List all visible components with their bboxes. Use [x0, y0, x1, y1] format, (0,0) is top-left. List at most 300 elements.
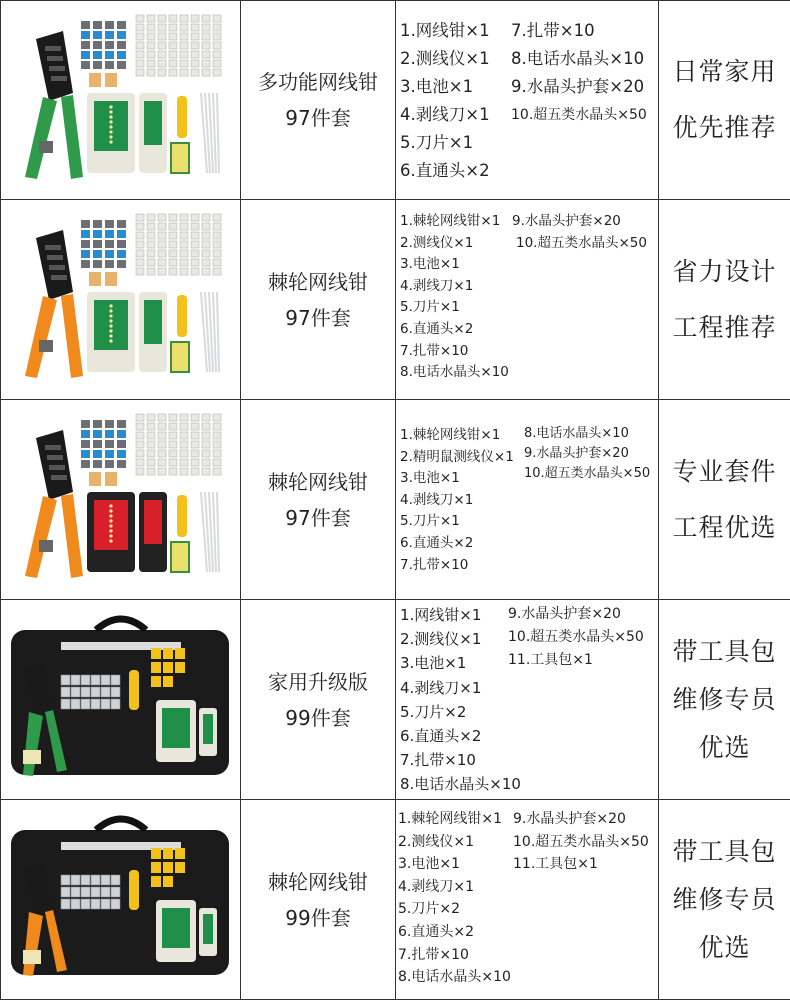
crimper-handle-icon — [25, 496, 57, 578]
rj45-connector-icon — [158, 259, 166, 266]
connector-boot-icon — [93, 41, 102, 49]
rj45-connector-icon — [213, 223, 221, 230]
battery-icon — [171, 143, 189, 173]
rj45-connector-icon — [61, 675, 70, 685]
rj45-connector-icon — [169, 432, 177, 439]
rj45-connector-icon — [180, 223, 188, 230]
rj45-connector-icon — [111, 687, 120, 697]
connector-boot-icon — [117, 220, 126, 228]
rj45-connector-icon — [191, 468, 199, 475]
connector-boot-icon — [93, 460, 102, 468]
rj45-connector-icon — [71, 899, 80, 909]
rj45-connector-icon — [91, 699, 100, 709]
crimper-die-icon — [51, 76, 67, 81]
list-item: 10.超五类水晶头×50 — [508, 629, 644, 645]
rj45-connector-icon — [169, 24, 177, 31]
product-name-line: 家用升级版 — [268, 669, 368, 694]
crimper-die-icon — [45, 445, 61, 450]
rj45-connector-icon — [147, 69, 155, 76]
tag-line: 优选 — [698, 732, 751, 762]
connector-boot-icon — [117, 420, 126, 428]
rj45-connector-icon — [158, 423, 166, 430]
connector-boot-icon — [105, 250, 114, 258]
rj45-connector-icon — [213, 241, 221, 248]
spare-blade-icon — [39, 540, 53, 552]
rj45-connector-icon — [81, 675, 90, 685]
led-indicator-icon — [109, 110, 112, 113]
rj45-connector-icon — [147, 24, 155, 31]
list-item: 3.电池×1 — [400, 256, 460, 273]
rj45-connector-icon — [191, 223, 199, 230]
connector-boot-icon — [93, 230, 102, 238]
tester-panel-icon — [162, 708, 190, 748]
rj45-connector-icon — [147, 450, 155, 457]
list-item: 10.超五类水晶头×50 — [513, 833, 649, 850]
rj45-connector-icon — [61, 887, 70, 897]
rj45-connector-icon — [180, 423, 188, 430]
crimper-handle-icon — [61, 294, 83, 378]
wire-stripper-icon — [129, 670, 139, 710]
list-item: 1.网线钳×1 — [400, 21, 490, 40]
connector-boot-icon — [81, 420, 90, 428]
tag-line: 优选 — [698, 932, 751, 962]
list-item: 3.电池×1 — [400, 77, 474, 96]
rj45-connector-icon — [191, 15, 199, 22]
rj45-connector-icon — [180, 214, 188, 221]
rj45-connector-icon — [136, 24, 144, 31]
crimper-die-icon — [45, 46, 61, 51]
list-item: 5.刀片×1 — [400, 299, 460, 316]
connector-boot-icon — [151, 876, 161, 887]
list-item: 8.电话水晶头×10 — [524, 426, 629, 441]
rj45-connector-icon — [213, 42, 221, 49]
coupler-icon — [89, 73, 101, 87]
connector-boot-icon — [81, 450, 90, 458]
connector-boot-icon — [117, 61, 126, 69]
coupler-icon — [105, 73, 117, 87]
rj45-connector-icon — [147, 423, 155, 430]
rj45-connector-icon — [147, 432, 155, 439]
table-row[interactable] — [1, 800, 790, 1000]
rj45-connector-icon — [101, 899, 110, 909]
rj45-connector-icon — [71, 687, 80, 697]
connector-boot-icon — [93, 440, 102, 448]
rj45-connector-icon — [213, 459, 221, 466]
rj45-connector-icon — [136, 232, 144, 239]
list-item: 10.超五类水晶头×50 — [516, 234, 647, 251]
connector-boot-icon — [163, 876, 173, 887]
connector-boot-icon — [105, 420, 114, 428]
connector-boot-icon — [81, 440, 90, 448]
rj45-connector-icon — [136, 60, 144, 67]
connector-boot-icon — [117, 31, 126, 39]
rj45-connector-icon — [101, 675, 110, 685]
connector-boot-icon — [105, 450, 114, 458]
product-image[interactable] — [1, 200, 241, 399]
rj45-connector-icon — [180, 450, 188, 457]
rj45-connector-icon — [169, 450, 177, 457]
rj45-connector-icon — [191, 241, 199, 248]
rj45-connector-icon — [111, 875, 120, 885]
rj45-connector-icon — [169, 414, 177, 421]
recommendation-tag — [659, 600, 790, 799]
connector-boot-icon — [175, 648, 185, 659]
product-name-line: 棘轮网线钳 — [268, 469, 368, 494]
rj45-connector-icon — [191, 441, 199, 448]
rj45-connector-icon — [147, 268, 155, 275]
rj45-connector-icon — [191, 259, 199, 266]
led-indicator-icon — [109, 509, 112, 512]
list-item: 10.超五类水晶头×50 — [524, 466, 651, 481]
table-row[interactable] — [1, 200, 790, 400]
connector-boot-icon — [81, 31, 90, 39]
rj45-connector-icon — [202, 214, 210, 221]
wire-stripper-icon — [177, 495, 187, 537]
connector-boot-icon — [105, 61, 114, 69]
crimper-die-icon — [49, 265, 65, 270]
rj45-connector-icon — [180, 268, 188, 275]
connector-boot-icon — [117, 41, 126, 49]
rj45-connector-icon — [158, 459, 166, 466]
list-item: 7.扎带×10 — [398, 946, 469, 963]
rj45-connector-icon — [202, 42, 210, 49]
rj45-connector-icon — [169, 268, 177, 275]
connector-boot-icon — [93, 220, 102, 228]
list-item: 9.水晶头护套×20 — [511, 77, 645, 96]
tag-line: 工程优选 — [672, 512, 777, 542]
recommendation-tag — [659, 1, 790, 199]
list-item: 4.剥线刀×1 — [400, 491, 474, 508]
rj45-connector-icon — [213, 468, 221, 475]
rj45-connector-icon — [180, 69, 188, 76]
rj45-connector-icon — [202, 51, 210, 58]
connector-boot-icon — [151, 662, 161, 673]
rj45-connector-icon — [202, 250, 210, 257]
rj45-connector-icon — [169, 33, 177, 40]
rj45-connector-icon — [158, 15, 166, 22]
led-indicator-icon — [109, 135, 112, 138]
connector-boot-icon — [81, 460, 90, 468]
cable-tie-icon — [213, 292, 216, 372]
recommendation-tag — [659, 400, 790, 599]
led-indicator-icon — [109, 314, 112, 317]
connector-boot-icon — [117, 430, 126, 438]
connector-boot-icon — [163, 648, 173, 659]
crimper-die-icon — [49, 465, 65, 470]
list-item: 2.测线仪×1 — [400, 630, 482, 649]
cable-tie-icon — [213, 93, 216, 173]
coupler-icon — [105, 272, 117, 286]
crimper-die-icon — [49, 66, 65, 71]
rj45-connector-icon — [147, 259, 155, 266]
crimper-die-icon — [47, 255, 63, 260]
rj45-connector-icon — [180, 459, 188, 466]
rj45-connector-icon — [169, 250, 177, 257]
rj45-connector-icon — [191, 450, 199, 457]
product-name — [241, 400, 396, 599]
rj45-connector-icon — [158, 24, 166, 31]
coupler-icon — [105, 472, 117, 486]
table-row[interactable] — [1, 600, 790, 800]
list-item: 3.电池×1 — [400, 654, 467, 673]
rj45-connector-icon — [136, 459, 144, 466]
product-illustration — [11, 819, 229, 976]
rj45-connector-icon — [191, 51, 199, 58]
rj45-connector-icon — [213, 33, 221, 40]
wire-stripper-icon — [177, 96, 187, 138]
connector-boot-icon — [81, 41, 90, 49]
rj45-connector-icon — [202, 241, 210, 248]
list-item: 3.电池×1 — [398, 856, 460, 873]
cable-tie-icon — [213, 492, 216, 572]
rj45-connector-icon — [147, 33, 155, 40]
cable-tie-icon — [217, 93, 219, 173]
rj45-connector-icon — [136, 223, 144, 230]
connector-boot-icon — [93, 61, 102, 69]
rj45-connector-icon — [111, 899, 120, 909]
rj45-connector-icon — [158, 268, 166, 275]
tag-line: 工程推荐 — [672, 312, 777, 342]
product-illustration — [25, 414, 221, 578]
rj45-connector-icon — [81, 875, 90, 885]
recommendation-tag — [659, 800, 790, 999]
rj45-connector-icon — [202, 450, 210, 457]
rj45-connector-icon — [101, 687, 110, 697]
rj45-connector-icon — [158, 232, 166, 239]
rj45-connector-icon — [136, 51, 144, 58]
connector-boot-icon — [151, 648, 161, 659]
tag-line: 专业套件 — [672, 456, 777, 486]
list-item: 5.刀片×2 — [400, 702, 467, 721]
led-indicator-icon — [109, 324, 112, 327]
list-item: 1.棘轮网线钳×1 — [400, 213, 501, 229]
rj45-connector-icon — [136, 441, 144, 448]
crimper-handle-icon — [25, 97, 57, 179]
crimper-die-icon — [51, 475, 67, 480]
connector-boot-icon — [105, 440, 114, 448]
rj45-connector-icon — [71, 887, 80, 897]
product-name — [241, 600, 396, 799]
connector-boot-icon — [117, 460, 126, 468]
rj45-connector-icon — [158, 441, 166, 448]
crimper-die-icon — [47, 455, 63, 460]
list-item: 7.扎带×10 — [400, 751, 476, 770]
connector-boot-icon — [81, 230, 90, 238]
connector-boot-icon — [117, 440, 126, 448]
tester-panel-icon — [162, 908, 190, 948]
rj45-connector-icon — [180, 42, 188, 49]
rj45-connector-icon — [169, 223, 177, 230]
connector-boot-icon — [81, 250, 90, 258]
rj45-connector-icon — [111, 675, 120, 685]
table-row[interactable] — [1, 0, 790, 200]
rj45-connector-icon — [213, 450, 221, 457]
connector-boot-icon — [81, 220, 90, 228]
rj45-connector-icon — [111, 699, 120, 709]
led-indicator-icon — [109, 130, 112, 133]
product-name — [241, 200, 396, 399]
product-illustration — [25, 214, 221, 378]
rj45-connector-icon — [169, 241, 177, 248]
remote-panel-icon — [144, 500, 162, 544]
rj45-connector-icon — [61, 699, 70, 709]
bag-handle-icon — [96, 819, 146, 830]
rj45-connector-icon — [180, 24, 188, 31]
rj45-connector-icon — [158, 42, 166, 49]
connector-boot-icon — [175, 848, 185, 859]
rj45-connector-icon — [136, 69, 144, 76]
tag-line: 带工具包 — [672, 836, 777, 866]
rj45-connector-icon — [147, 214, 155, 221]
cable-tie-icon — [217, 492, 219, 572]
rj45-connector-icon — [158, 214, 166, 221]
list-item: 9.水晶头护套×20 — [508, 606, 621, 622]
rj45-connector-icon — [191, 69, 199, 76]
list-item: 6.直通头×2 — [400, 534, 474, 551]
connector-boot-icon — [93, 420, 102, 428]
crimper-die-icon — [45, 245, 61, 250]
product-image[interactable] — [1, 400, 241, 599]
crimper-handle-icon — [61, 95, 83, 179]
rj45-connector-icon — [191, 459, 199, 466]
rj45-connector-icon — [180, 51, 188, 58]
rj45-connector-icon — [147, 468, 155, 475]
connector-boot-icon — [93, 51, 102, 59]
list-item: 8.电话水晶头×10 — [400, 364, 509, 381]
list-item: 2.测线仪×1 — [400, 234, 474, 251]
rj45-connector-icon — [158, 250, 166, 257]
table-row[interactable] — [1, 400, 790, 600]
rj45-connector-icon — [202, 414, 210, 421]
connector-boot-icon — [93, 240, 102, 248]
connector-boot-icon — [163, 662, 173, 673]
rj45-connector-icon — [191, 232, 199, 239]
tag-line: 维修专员 — [672, 684, 777, 714]
led-indicator-icon — [109, 519, 112, 522]
connector-boot-icon — [163, 862, 173, 873]
connector-boot-icon — [81, 21, 90, 29]
list-item: 8.电话水晶头×10 — [511, 49, 645, 68]
connector-boot-icon — [93, 21, 102, 29]
connector-boot-icon — [105, 220, 114, 228]
contents-list — [396, 400, 659, 599]
product-name — [241, 800, 396, 999]
connector-boot-icon — [117, 21, 126, 29]
list-item: 8.电话水晶头×10 — [400, 775, 521, 794]
rj45-connector-icon — [169, 51, 177, 58]
rj45-connector-icon — [169, 423, 177, 430]
rj45-connector-icon — [61, 687, 70, 697]
connector-boot-icon — [175, 662, 185, 673]
rj45-connector-icon — [169, 259, 177, 266]
rj45-connector-icon — [91, 675, 100, 685]
battery-icon — [171, 542, 189, 572]
rj45-connector-icon — [202, 33, 210, 40]
list-item: 7.扎带×10 — [400, 342, 469, 359]
rj45-connector-icon — [169, 468, 177, 475]
rj45-connector-icon — [213, 60, 221, 67]
crimper-die-icon — [51, 275, 67, 280]
list-item: 10.超五类水晶头×50 — [511, 107, 647, 123]
led-indicator-icon — [109, 534, 112, 537]
rj45-connector-icon — [91, 875, 100, 885]
rj45-connector-icon — [158, 450, 166, 457]
connector-boot-icon — [105, 240, 114, 248]
rj45-connector-icon — [202, 441, 210, 448]
product-illustration — [25, 15, 221, 179]
led-indicator-icon — [109, 539, 112, 542]
spare-blade-icon — [39, 141, 53, 153]
rj45-connector-icon — [180, 414, 188, 421]
led-indicator-icon — [109, 329, 112, 332]
rj45-connector-icon — [81, 899, 90, 909]
connector-boot-icon — [93, 250, 102, 258]
product-image[interactable] — [1, 1, 241, 199]
led-indicator-icon — [109, 529, 112, 532]
rj45-connector-icon — [169, 459, 177, 466]
bag-handle-icon — [96, 619, 146, 630]
product-count: 97件套 — [285, 505, 351, 530]
list-item: 7.扎带×10 — [400, 556, 469, 573]
led-indicator-icon — [109, 115, 112, 118]
connector-boot-icon — [93, 430, 102, 438]
product-image[interactable] — [1, 800, 241, 999]
rj45-connector-icon — [147, 414, 155, 421]
product-image[interactable] — [1, 600, 241, 799]
rj45-connector-icon — [213, 214, 221, 221]
rj45-connector-icon — [81, 699, 90, 709]
rj45-connector-icon — [180, 60, 188, 67]
rj45-connector-icon — [136, 15, 144, 22]
product-name-line: 棘轮网线钳 — [268, 269, 368, 294]
rj45-connector-icon — [169, 60, 177, 67]
list-item: 9.水晶头护套×20 — [513, 811, 626, 827]
rj45-connector-icon — [111, 887, 120, 897]
rj45-connector-icon — [147, 15, 155, 22]
rj45-connector-icon — [213, 259, 221, 266]
list-item: 1.棘轮网线钳×1 — [398, 811, 502, 827]
rj45-connector-icon — [169, 15, 177, 22]
cable-tie-icon — [217, 292, 219, 372]
remote-panel-icon — [203, 714, 213, 744]
rj45-connector-icon — [158, 69, 166, 76]
rj45-connector-icon — [169, 441, 177, 448]
contents-list — [396, 200, 659, 399]
connector-boot-icon — [105, 230, 114, 238]
rj45-connector-icon — [81, 687, 90, 697]
rj45-connector-icon — [202, 459, 210, 466]
rj45-connector-icon — [136, 414, 144, 421]
product-illustration — [11, 619, 229, 776]
rj45-connector-icon — [169, 214, 177, 221]
rj45-connector-icon — [71, 675, 80, 685]
led-indicator-icon — [109, 309, 112, 312]
connector-boot-icon — [163, 676, 173, 687]
connector-boot-icon — [93, 260, 102, 268]
rj45-connector-icon — [158, 223, 166, 230]
rj45-connector-icon — [169, 42, 177, 49]
rj45-connector-icon — [202, 24, 210, 31]
list-item: 6.直通头×2 — [400, 727, 482, 746]
rj45-connector-icon — [71, 699, 80, 709]
rj45-connector-icon — [180, 468, 188, 475]
rj45-connector-icon — [191, 60, 199, 67]
list-item: 3.电池×1 — [400, 470, 460, 487]
connector-boot-icon — [93, 31, 102, 39]
rj45-connector-icon — [147, 441, 155, 448]
rj45-connector-icon — [202, 232, 210, 239]
connector-boot-icon — [117, 230, 126, 238]
